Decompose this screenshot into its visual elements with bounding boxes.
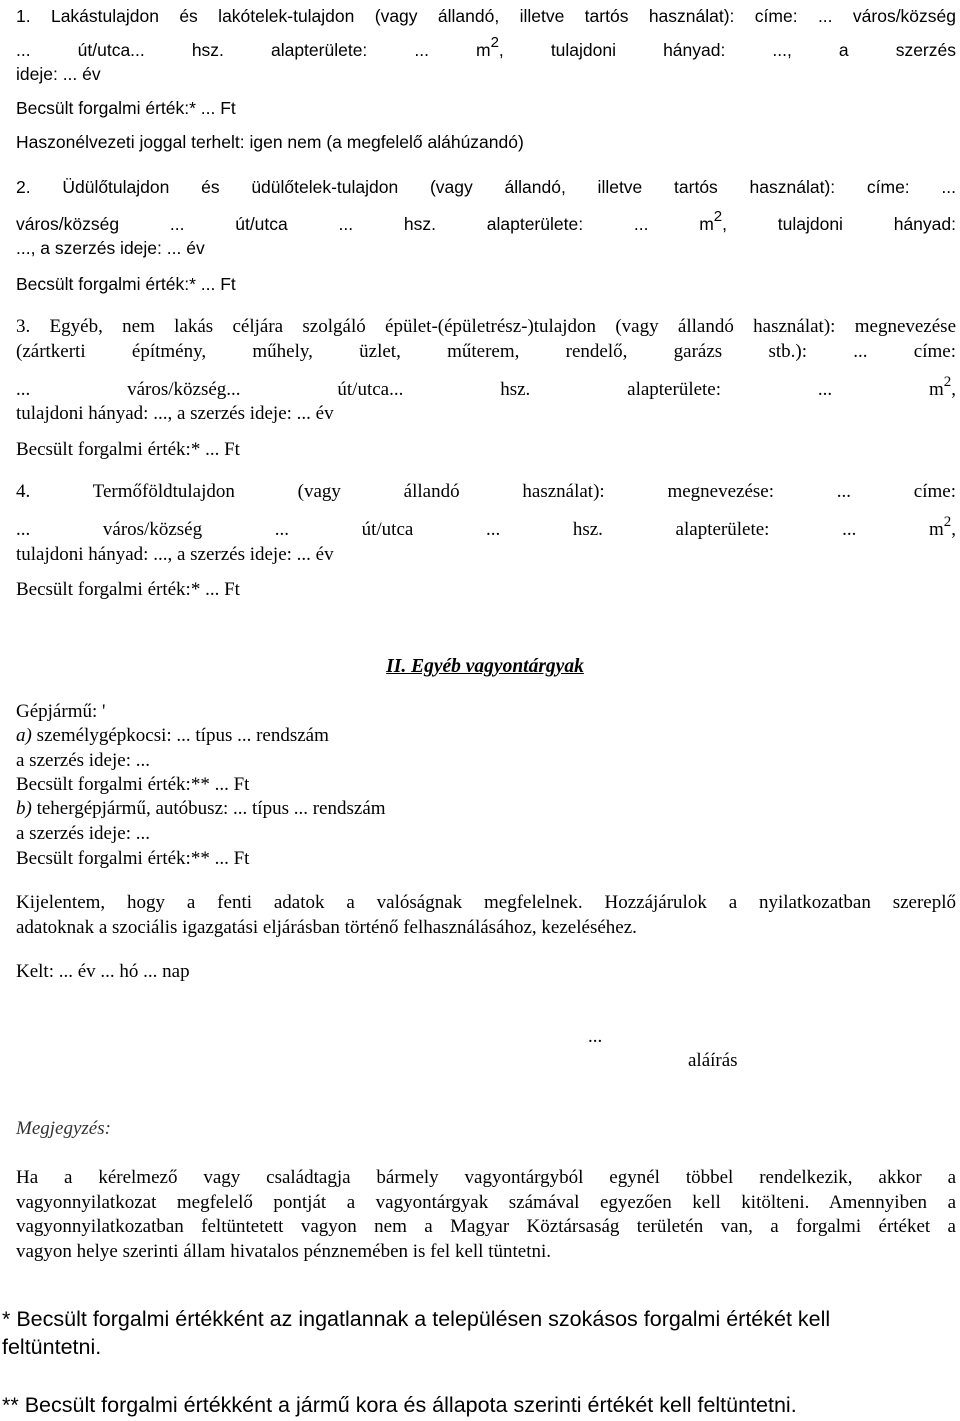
item3-line1: 3. Egyéb, nem lakás céljára szolgáló épület-(épületrész-)tulajdon (vagy állandó használat): megnevezése xyxy=(16,316,956,337)
item2-line2-a: város/község ... út/utca ... hsz. alapterülete: ... m xyxy=(16,214,714,234)
item3-acquisition-line: tulajdoni hányad: ..., a szerzés ideje: ... év xyxy=(16,403,334,424)
note-paragraph xyxy=(16,1166,956,1264)
item1-line2-a: ... út/utca... hsz. alapterülete: ... m xyxy=(16,40,491,60)
declaration-line1 xyxy=(16,891,956,915)
item1-sup: 2 xyxy=(490,34,499,51)
item2-address-line xyxy=(16,175,956,199)
signature-label: aláírás xyxy=(688,1050,738,1071)
item3-sup: 2 xyxy=(943,374,952,390)
signature-dots: ... xyxy=(588,1026,603,1047)
truck-line xyxy=(16,797,956,821)
item3-examples-line xyxy=(16,340,956,364)
item4-line2-a: ... város/község ... út/utca ... hsz. alapterülete: ... m xyxy=(16,519,944,540)
date-line: Kelt: ... év ... hó ... nap xyxy=(16,961,190,982)
declaration-line2: adatoknak a szociális igazgatási eljárásban történő felhasználásához, kezeléséhez. xyxy=(16,917,637,938)
note-line3: vagyonnyilatkozatban feltüntetett vagyon nem a Magyar Köztársaság területén van, a forgalmi értéket a xyxy=(16,1216,956,1237)
item1-address-line xyxy=(16,4,956,28)
item3-line3-a: ... város/község... út/utca... hsz. alapterülete: ... m xyxy=(16,379,944,400)
item2-sup: 2 xyxy=(713,208,723,225)
truck-details: tehergépjármű, autóbusz: ... típus ... rendszám xyxy=(31,798,386,819)
note-line4: vagyon helye szerinti állam hivatalos pénznemében is fel kell tüntetni. xyxy=(16,1240,551,1262)
item2-acquisition-line: ..., a szerzés ideje: ... év xyxy=(16,238,205,258)
car-line xyxy=(16,724,956,748)
note-line1: Ha a kérelmező vagy családtagja bármely vagyontárgyból egynél többel rendelkezik, akkor a xyxy=(16,1167,956,1188)
item2-line2-b: , tulajdoni hányad: xyxy=(722,214,956,234)
item3-area-line xyxy=(16,374,956,402)
item4-name-line xyxy=(16,480,956,504)
item4-acquisition-line: tulajdoni hányad: ..., a szerzés ideje: ... év xyxy=(16,544,334,565)
declaration-text1: Kijelentem, hogy a fenti adatok a valóságnak megfelelnek. Hozzájárulok a nyilatkozatban szereplő xyxy=(16,892,956,913)
note-title: Megjegyzés: xyxy=(16,1118,111,1139)
item3-line2: (zártkerti építmény, műhely, üzlet, műterem, rendelő, garázs stb.): ... címe: xyxy=(16,341,956,362)
item4-sup: 2 xyxy=(943,514,952,530)
item3-name-line xyxy=(16,315,956,339)
item1-line2-b: , tulajdoni hányad: ..., a szerzés xyxy=(498,40,956,60)
footnote1-line2: feltüntetni. xyxy=(2,1335,102,1359)
truck-marker: b) xyxy=(16,798,32,819)
item3-line3-b: , xyxy=(951,379,956,400)
car-details: személygépkocsi: ... típus ... rendszám xyxy=(31,725,329,746)
item1-area-line xyxy=(16,34,956,62)
item2-value-line: Becsült forgalmi érték:* ... Ft xyxy=(16,274,236,294)
item4-line2-b: , xyxy=(951,519,956,540)
item4-line1: 4. Termőföldtulajdon (vagy állandó használat): megnevezése: ... címe: xyxy=(16,481,956,502)
footnote1-line1: * Becsült forgalmi értékként az ingatlannak a településen szokásos forgalmi értékét kell xyxy=(2,1307,831,1331)
footnote2: ** Becsült forgalmi értékként a jármű kora és állapota szerinti értékét kell feltüntetni. xyxy=(2,1393,797,1417)
item1-value-line: Becsült forgalmi érték:* ... Ft xyxy=(16,98,236,118)
item1-acquisition-line: ideje: ... év xyxy=(16,64,101,84)
truck-value-line: Becsült forgalmi érték:** ... Ft xyxy=(16,848,250,869)
item1-usufruct-line: Haszonélvezeti joggal terhelt: igen nem (a megfelelő aláhúzandó) xyxy=(16,132,524,152)
item1-line1: 1. Lakástulajdon és lakótelek-tulajdon (vagy állandó, illetve tartós használat): címe: ... város/község xyxy=(16,6,956,26)
item4-value-line: Becsült forgalmi érték:* ... Ft xyxy=(16,579,240,600)
item4-area-line xyxy=(16,514,956,542)
car-value-line: Becsült forgalmi érték:** ... Ft xyxy=(16,774,250,795)
vehicle-label: Gépjármű: ' xyxy=(16,701,106,722)
item2-line1: 2. Üdülőtulajdon és üdülőtelek-tulajdon (vagy állandó, illetve tartós használat): címe: ... xyxy=(16,177,956,197)
car-acquisition-line: a szerzés ideje: ... xyxy=(16,750,150,771)
car-marker: a) xyxy=(16,725,32,746)
section-ii-heading: II. Egyéb vagyontárgyak xyxy=(386,656,584,677)
item3-value-line: Becsült forgalmi érték:* ... Ft xyxy=(16,439,240,460)
truck-acquisition-line: a szerzés ideje: ... xyxy=(16,823,150,844)
item2-area-line xyxy=(16,208,956,236)
note-line2: vagyonnyilatkozat megfelelő pontját a vagyontárgyak számával egyezően kell kitölteni. Amennyiben a xyxy=(16,1191,956,1213)
